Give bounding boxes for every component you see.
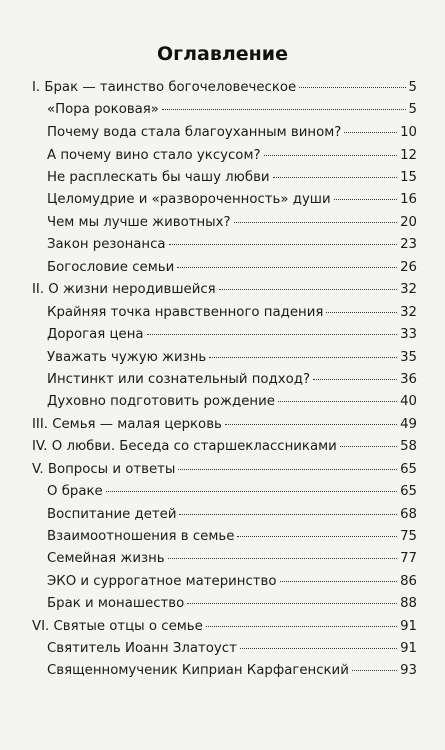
toc-entry-title: Священномученик Киприан Карфагенский bbox=[47, 663, 349, 678]
toc-entry bbox=[47, 392, 417, 412]
toc-entry-page: 68 bbox=[400, 507, 417, 522]
toc-entry-title: Уважать чужую жизнь bbox=[47, 350, 207, 365]
toc-entry-page: 49 bbox=[400, 417, 417, 432]
toc-entry-page: 40 bbox=[400, 394, 417, 409]
toc-entry-title: Богословие семьи bbox=[47, 260, 175, 275]
dot-leader bbox=[264, 154, 398, 156]
toc-entry-page: 65 bbox=[400, 462, 417, 477]
toc-entry-page: 23 bbox=[400, 237, 417, 252]
dot-leader bbox=[162, 108, 406, 110]
toc-entry bbox=[47, 303, 417, 323]
toc-entry-title: ЭКО и суррогатное материнство bbox=[47, 574, 277, 589]
toc-entry bbox=[47, 661, 417, 681]
dot-leader bbox=[352, 669, 397, 671]
toc-entry-page: 32 bbox=[400, 305, 417, 320]
toc-entry bbox=[47, 527, 417, 547]
toc-entry-page: 32 bbox=[400, 282, 417, 297]
dot-leader bbox=[280, 580, 398, 582]
dot-leader bbox=[278, 400, 397, 402]
toc-entry-title: Закон резонанса bbox=[47, 237, 166, 252]
toc-entry-page: 88 bbox=[400, 596, 417, 611]
toc-entry-title: Духовно подготовить рождение bbox=[47, 394, 275, 409]
toc-entry-title: Не расплескать бы чашу любви bbox=[47, 170, 270, 185]
dot-leader bbox=[225, 423, 397, 425]
toc-entry bbox=[47, 348, 417, 368]
toc-entry bbox=[32, 78, 417, 98]
toc-entry bbox=[47, 572, 417, 592]
toc-entry bbox=[32, 280, 417, 300]
dot-leader bbox=[178, 468, 397, 470]
toc-entry-title: Семейная жизнь bbox=[47, 551, 165, 566]
toc-entry-page: 16 bbox=[400, 192, 417, 207]
toc-entry-page: 5 bbox=[408, 102, 417, 117]
toc-entry-page: 91 bbox=[400, 641, 417, 656]
toc-entry-title: Целомудрие и «развороченность» души bbox=[47, 192, 331, 207]
toc-entry-title: II. О жизни неродившейся bbox=[32, 282, 216, 297]
toc-entry-page: 15 bbox=[400, 170, 417, 185]
toc-entry-title: Инстинкт или сознательный подход? bbox=[47, 372, 311, 387]
toc-entry-title: Брак и монашество bbox=[47, 596, 185, 611]
toc-entry-title: Крайняя точка нравственного падения bbox=[47, 305, 324, 320]
toc-entry-title: Почему вода стала благоуханным вином? bbox=[47, 125, 342, 140]
toc-entry bbox=[47, 190, 417, 210]
toc-entry-title: Дорогая цена bbox=[47, 327, 144, 342]
toc-entry bbox=[32, 460, 417, 480]
toc-entry bbox=[47, 168, 417, 188]
toc-entry-page: 86 bbox=[400, 574, 417, 589]
dot-leader bbox=[219, 288, 397, 290]
dot-leader bbox=[234, 221, 398, 223]
toc-entry-title: Воспитание детей bbox=[47, 507, 177, 522]
toc-entry bbox=[32, 437, 417, 457]
toc-entry-page: 10 bbox=[400, 125, 417, 140]
toc-entry-page: 77 bbox=[400, 551, 417, 566]
toc-entry-title: I. Брак — таинство богочеловеческое bbox=[32, 80, 297, 95]
toc-entry-page: 58 bbox=[400, 439, 417, 454]
dot-leader bbox=[334, 198, 397, 200]
toc-entry bbox=[47, 370, 417, 390]
toc-entry bbox=[47, 100, 417, 120]
dot-leader bbox=[344, 131, 397, 133]
toc-entry bbox=[47, 258, 417, 278]
dot-leader bbox=[273, 176, 398, 178]
dot-leader bbox=[240, 647, 397, 649]
dot-leader bbox=[168, 557, 397, 559]
toc-entry-page: 12 bbox=[400, 148, 417, 163]
toc-entry-page: 91 bbox=[400, 619, 417, 634]
toc-entry-page: 93 bbox=[400, 663, 417, 678]
toc-entry-page: 35 bbox=[400, 350, 417, 365]
dot-leader bbox=[187, 602, 397, 604]
dot-leader bbox=[340, 445, 397, 447]
toc-entry bbox=[47, 482, 417, 502]
toc-entry-title: Взаимоотношения в семье bbox=[47, 529, 235, 544]
toc-entry bbox=[47, 639, 417, 659]
dot-leader bbox=[147, 333, 398, 335]
toc-entry bbox=[47, 325, 417, 345]
toc-entry bbox=[47, 594, 417, 614]
toc-entry-title: IV. О любви. Беседа со старшеклассниками bbox=[32, 439, 337, 454]
toc-entry-title: Святитель Иоанн Златоуст bbox=[47, 641, 237, 656]
toc-entry bbox=[47, 123, 417, 143]
toc-entry-page: 36 bbox=[400, 372, 417, 387]
toc-entry bbox=[47, 505, 417, 525]
dot-leader bbox=[326, 311, 397, 313]
toc-entry-title: V. Вопросы и ответы bbox=[32, 462, 176, 477]
dot-leader bbox=[209, 356, 397, 358]
toc-entry bbox=[47, 235, 417, 255]
toc-entry bbox=[47, 549, 417, 569]
dot-leader bbox=[313, 378, 397, 380]
toc-entry-page: 33 bbox=[400, 327, 417, 342]
toc-entry-page: 75 bbox=[400, 529, 417, 544]
toc-entry-title: Чем мы лучше животных? bbox=[47, 215, 231, 230]
page-title: Оглавление bbox=[157, 43, 288, 65]
dot-leader bbox=[179, 513, 397, 515]
toc-entry-title: О браке bbox=[47, 484, 103, 499]
toc-entry bbox=[47, 213, 417, 233]
toc-entry-title: VI. Святые отцы о семье bbox=[32, 619, 203, 634]
dot-leader bbox=[206, 625, 397, 627]
toc-entry-title: А почему вино стало уксусом? bbox=[47, 148, 261, 163]
dot-leader bbox=[106, 490, 397, 492]
dot-leader bbox=[169, 243, 397, 245]
toc-entry-title: III. Семья — малая церковь bbox=[32, 417, 222, 432]
toc-entry-page: 5 bbox=[408, 80, 417, 95]
dot-leader bbox=[299, 86, 405, 88]
dot-leader bbox=[237, 535, 397, 537]
toc-entry bbox=[32, 415, 417, 435]
toc-entry bbox=[32, 617, 417, 637]
dot-leader bbox=[177, 266, 397, 268]
toc-entry-title: «Пора роковая» bbox=[47, 102, 159, 117]
toc-entry-page: 65 bbox=[400, 484, 417, 499]
toc-entry-page: 20 bbox=[400, 215, 417, 230]
toc-entry-page: 26 bbox=[400, 260, 417, 275]
toc-entry bbox=[47, 146, 417, 166]
